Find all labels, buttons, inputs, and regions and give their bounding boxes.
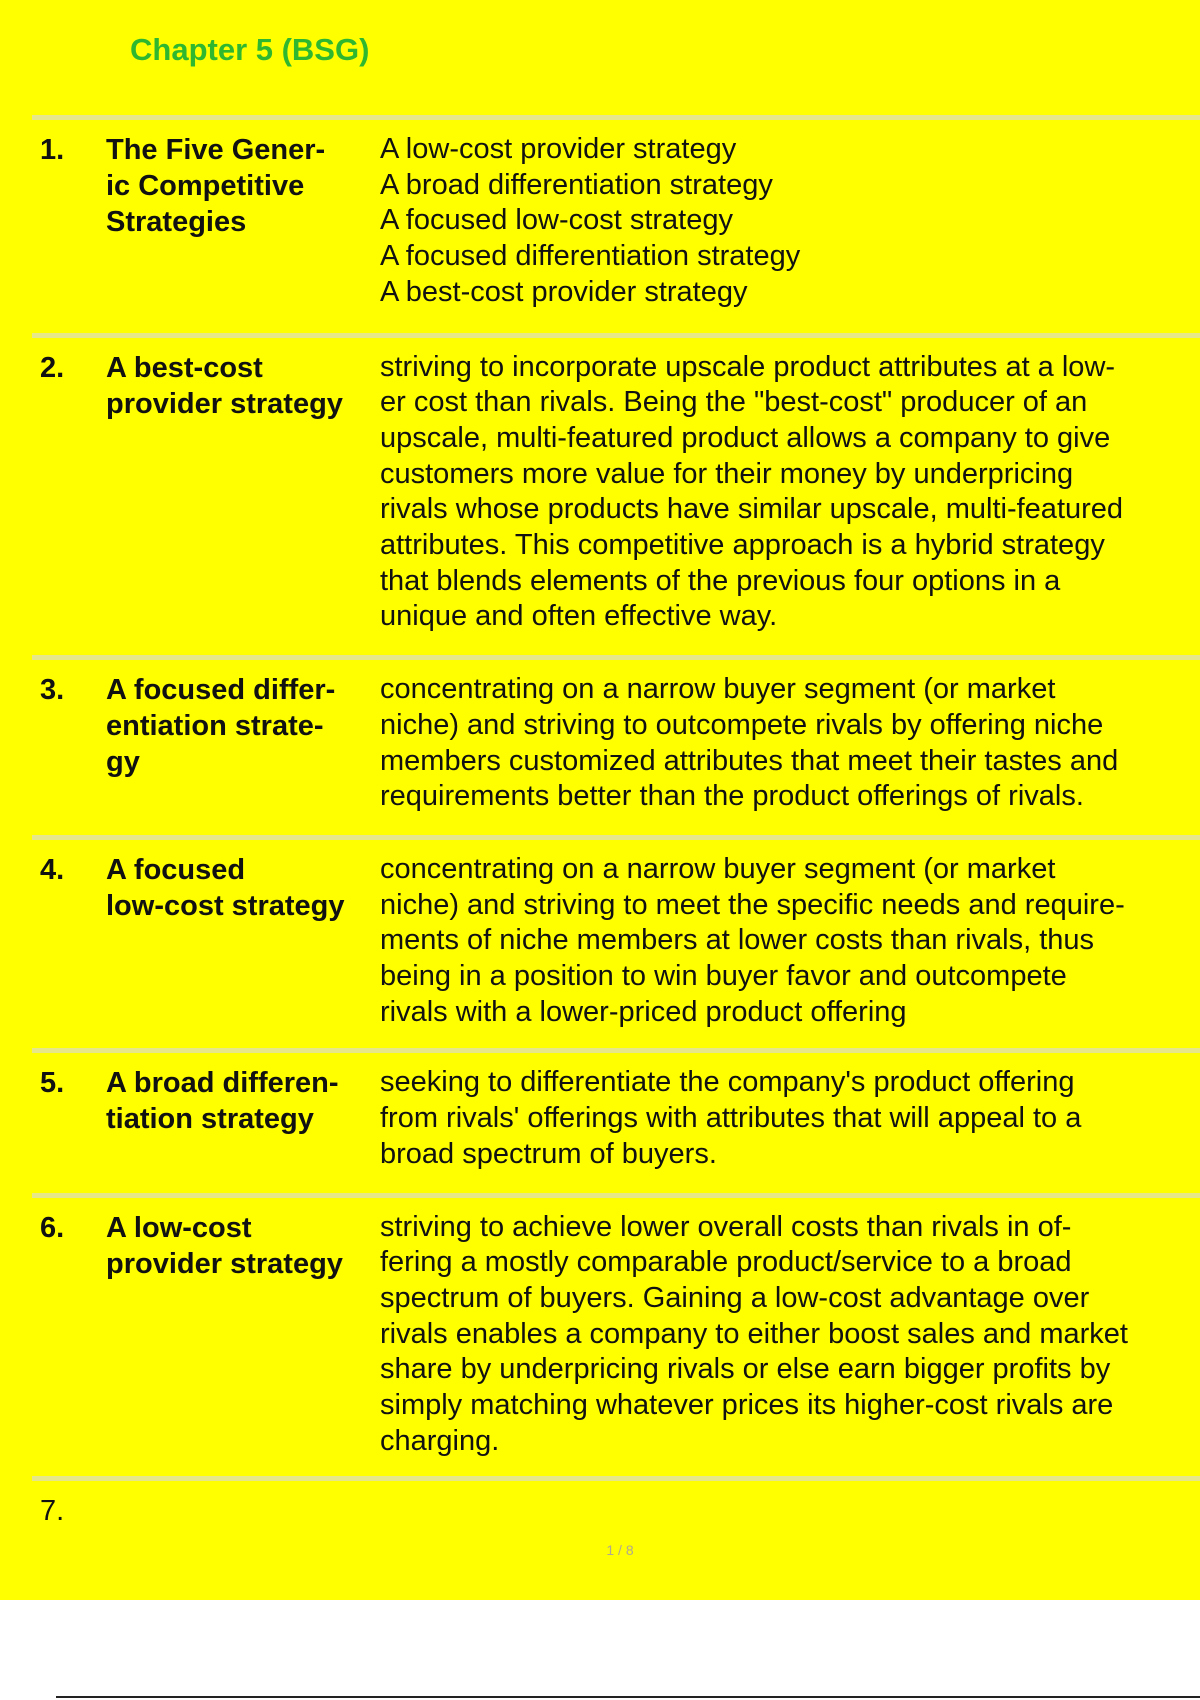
definition-line: attributes. This competitive approach is a hybrid strategy <box>380 529 1105 562</box>
flashcard-entry <box>32 333 1200 656</box>
definition-line: niche) and striving to outcompete rivals by offering niche <box>380 708 1104 741</box>
definition-line: ments of niche members at lower costs than rivals, thus <box>380 924 1095 957</box>
term-line: provider strategy <box>106 387 343 420</box>
definition-line: concentrating on a narrow buyer segment (or market <box>380 673 1056 706</box>
definition-line: niche) and striving to meet the specific needs and require- <box>380 888 1125 921</box>
entry-definition <box>380 1065 1200 1172</box>
definition-line: striving to achieve lower overall costs than rivals in of- <box>380 1210 1072 1243</box>
term-line: A focused <box>106 853 246 886</box>
chapter-title: Chapter 5 (BSG) <box>130 32 370 67</box>
flashcard-entry <box>32 1048 1200 1192</box>
term-line: low-cost strategy <box>106 889 345 922</box>
definition-line: charging. <box>380 1424 500 1457</box>
definition-line: rivals enables a company to either boost sales and market <box>380 1317 1128 1350</box>
entry-term <box>106 672 380 815</box>
term-line: gy <box>106 746 140 779</box>
entry-term <box>106 1210 380 1460</box>
entry-number: 3. <box>40 674 65 707</box>
definition-line: concentrating on a narrow buyer segment (or market <box>380 852 1056 885</box>
flashcard-entry <box>32 115 1200 333</box>
entry-term <box>106 1065 380 1172</box>
term-line: A focused differ- <box>106 674 336 707</box>
definition-line: requirements better than the product offerings of rivals. <box>380 780 1084 813</box>
entry-term <box>106 132 380 311</box>
definition-line: fering a mostly comparable product/service to a broad <box>380 1246 1072 1279</box>
definition-line: share by underpricing rivals or else earn bigger profits by <box>380 1353 1111 1386</box>
bottom-divider <box>56 1696 1200 1698</box>
entry-number: 2. <box>40 351 65 384</box>
entry-term <box>106 852 380 1031</box>
flashcard-entry <box>32 1193 1200 1476</box>
definition-line: spectrum of buyers. Gaining a low-cost advantage over <box>380 1281 1090 1314</box>
definition-line: A best-cost provider strategy <box>380 275 748 308</box>
definition-line: being in a position to win buyer favor and outcompete <box>380 960 1067 993</box>
entry-number: 4. <box>40 853 65 886</box>
entry-definition <box>380 132 1200 311</box>
flashcard-list <box>32 115 1200 1553</box>
definition-line: simply matching whatever prices its higher-cost rivals are <box>380 1389 1114 1422</box>
definition-line: customers more value for their money by underpricing <box>380 457 1074 490</box>
definition-line: broad spectrum of buyers. <box>380 1137 717 1170</box>
definition-line: that blends elements of the previous four options in a <box>380 564 1061 597</box>
term-line: A low-cost <box>106 1211 252 1244</box>
term-line: provider strategy <box>106 1247 343 1280</box>
definition-line: members customized attributes that meet their tastes and <box>380 744 1119 777</box>
flashcard-entry <box>32 835 1200 1049</box>
definition-line: A broad differentiation strategy <box>380 168 773 201</box>
entry-definition <box>380 350 1200 636</box>
entry-definition <box>380 1210 1200 1460</box>
term-line: ic Competitive <box>106 170 305 202</box>
definition-line: rivals with a lower-priced product offering <box>380 995 907 1028</box>
entry-definition <box>380 672 1200 815</box>
definition-line: A focused low-cost strategy <box>380 204 733 237</box>
term-line: A best-cost <box>106 351 263 384</box>
flashcard-entry <box>32 655 1200 835</box>
term-line: A broad differen- <box>106 1067 339 1100</box>
page-number: 1 / 8 <box>606 1542 634 1558</box>
definition-line: upscale, multi-featured product allows a company to give <box>380 421 1111 454</box>
term-line: entiation strate- <box>106 710 324 743</box>
definition-line: unique and often effective way. <box>380 600 778 633</box>
definition-line: er cost than rivals. Being the "best-cost" producer of an <box>380 386 1088 419</box>
definition-line: seeking to differentiate the company's product offering <box>380 1066 1075 1099</box>
entry-definition <box>380 852 1200 1031</box>
definition-line: A focused differentiation strategy <box>380 240 801 273</box>
term-line: tiation strategy <box>106 1103 314 1136</box>
entry-number: 6. <box>40 1211 65 1244</box>
definition-line: A low-cost provider strategy <box>380 133 737 165</box>
term-line: The Five Gener- <box>106 134 326 166</box>
entry-term <box>106 350 380 636</box>
entry-number: 1. <box>40 134 65 166</box>
flashcard-entry <box>32 1476 1200 1553</box>
definition-line: from rivals' offerings with attributes that will appeal to a <box>380 1102 1082 1135</box>
definition-line: rivals whose products have similar upscale, multi-featured <box>380 493 1124 526</box>
term-line: Strategies <box>106 206 247 238</box>
entry-number: 5. <box>40 1067 65 1100</box>
entry-number: 7. <box>40 1494 65 1527</box>
definition-line: striving to incorporate upscale product attributes at a low- <box>380 350 1116 383</box>
